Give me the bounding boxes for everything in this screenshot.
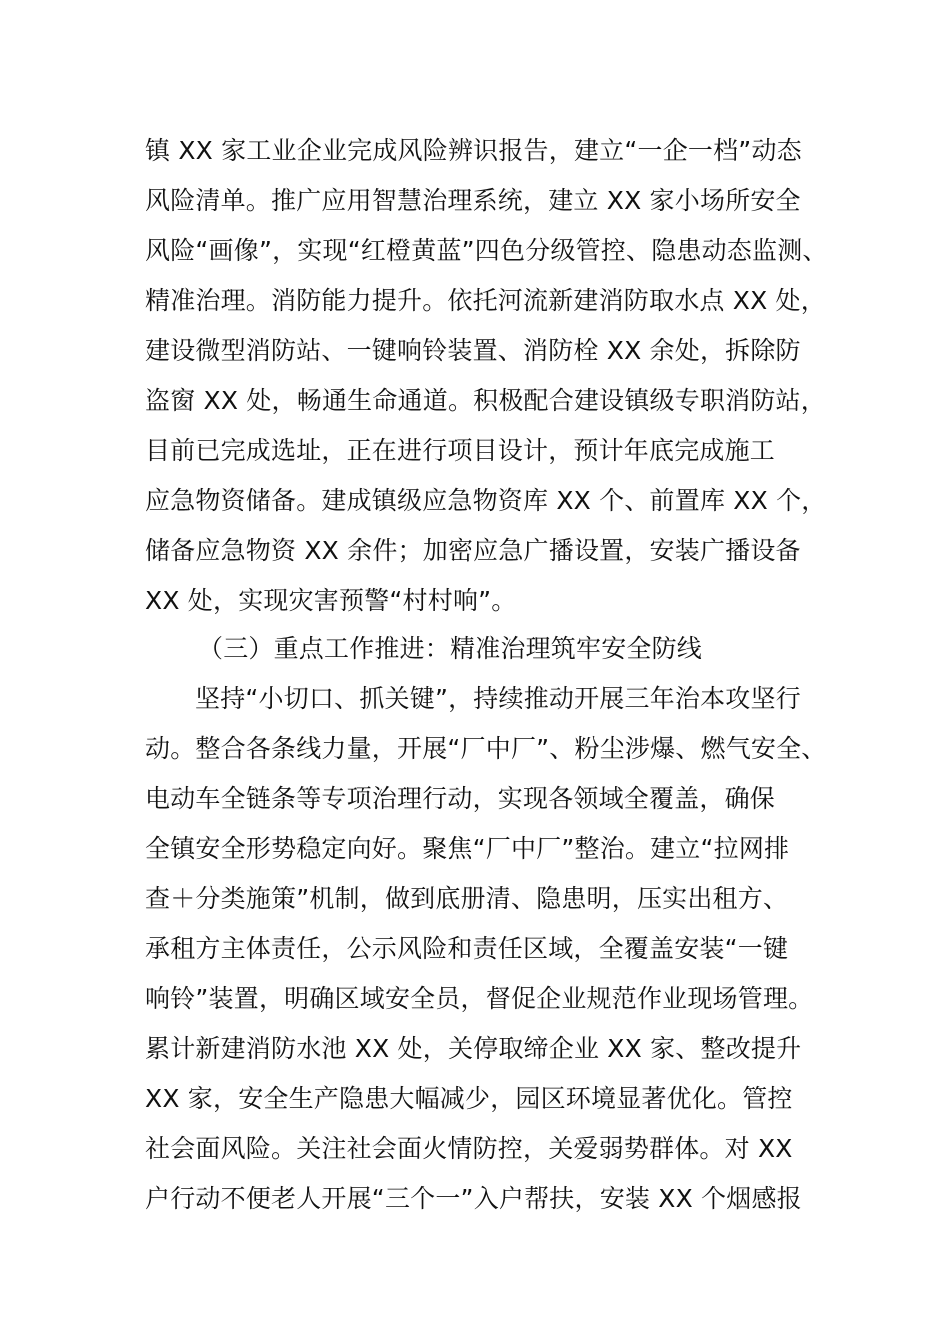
text-line: 查＋分类施策”机制，做到底册清、隐患明，压实出租方、 [145,884,789,913]
text-line: 目前已完成选址，正在进行项目设计，预计年底完成施工 [145,436,776,465]
text-line: 全镇安全形势稳定向好。聚焦“厂中厂”整治。建立“拉网排 [145,834,790,863]
text-line: 储备应急物资 XX 余件；加密应急广播设置，安装广播设备 [145,536,801,565]
text-line: 应急物资储备。建成镇级应急物资库 XX 个、前置库 XX 个， [145,486,827,515]
text-line: 社会面风险。关注社会面火情防控，关爱弱势群体。对 XX [145,1134,793,1163]
text-line: XX 家，安全生产隐患大幅减少，园区环境显著优化。管控 [145,1084,793,1113]
text-line: 盗窗 XX 处，畅通生命通道。积极配合建设镇级专职消防站， [145,386,826,415]
text-line: 精准治理。消防能力提升。依托河流新建消防取水点 XX 处， [145,286,826,315]
text-line: 电动车全链条等专项治理行动，实现各领域全覆盖，确保 [145,784,776,813]
text-line: 风险“画像”，实现“红橙黄蓝”四色分级管控、隐患动态监测、 [145,236,828,265]
text-line: 动。整合各条线力量，开展“厂中厂”、粉尘涉爆、燃气安全、 [145,734,827,763]
text-line: 建设微型消防站、一键响铃装置、消防栓 XX 余处，拆除防 [145,336,801,365]
text-line: 户行动不便老人开展“三个一”入户帮扶，安装 XX 个烟感报 [145,1184,802,1213]
text-line: 响铃”装置，明确区域安全员，督促企业规范作业现场管理。 [145,984,814,1013]
text-line: 镇 XX 家工业企业完成风险辨识报告，建立“一企一档”动态 [145,136,802,165]
text-line: 风险清单。推广应用智慧治理系统，建立 XX 家小场所安全 [145,186,801,215]
section-heading: （三）重点工作推进：精准治理筑牢安全防线 [198,634,703,663]
text-line: 承租方主体责任，公示风险和责任区域，全覆盖安装“一键 [145,934,789,963]
text-line: XX 处，实现灾害预警“村村响”。 [145,586,517,615]
text-line: 累计新建消防水池 XX 处，关停取缔企业 XX 家、整改提升 [145,1034,802,1063]
paragraph-first-line: 坚持“小切口、抓关键”，持续推动开展三年治本攻坚行 [195,684,801,713]
